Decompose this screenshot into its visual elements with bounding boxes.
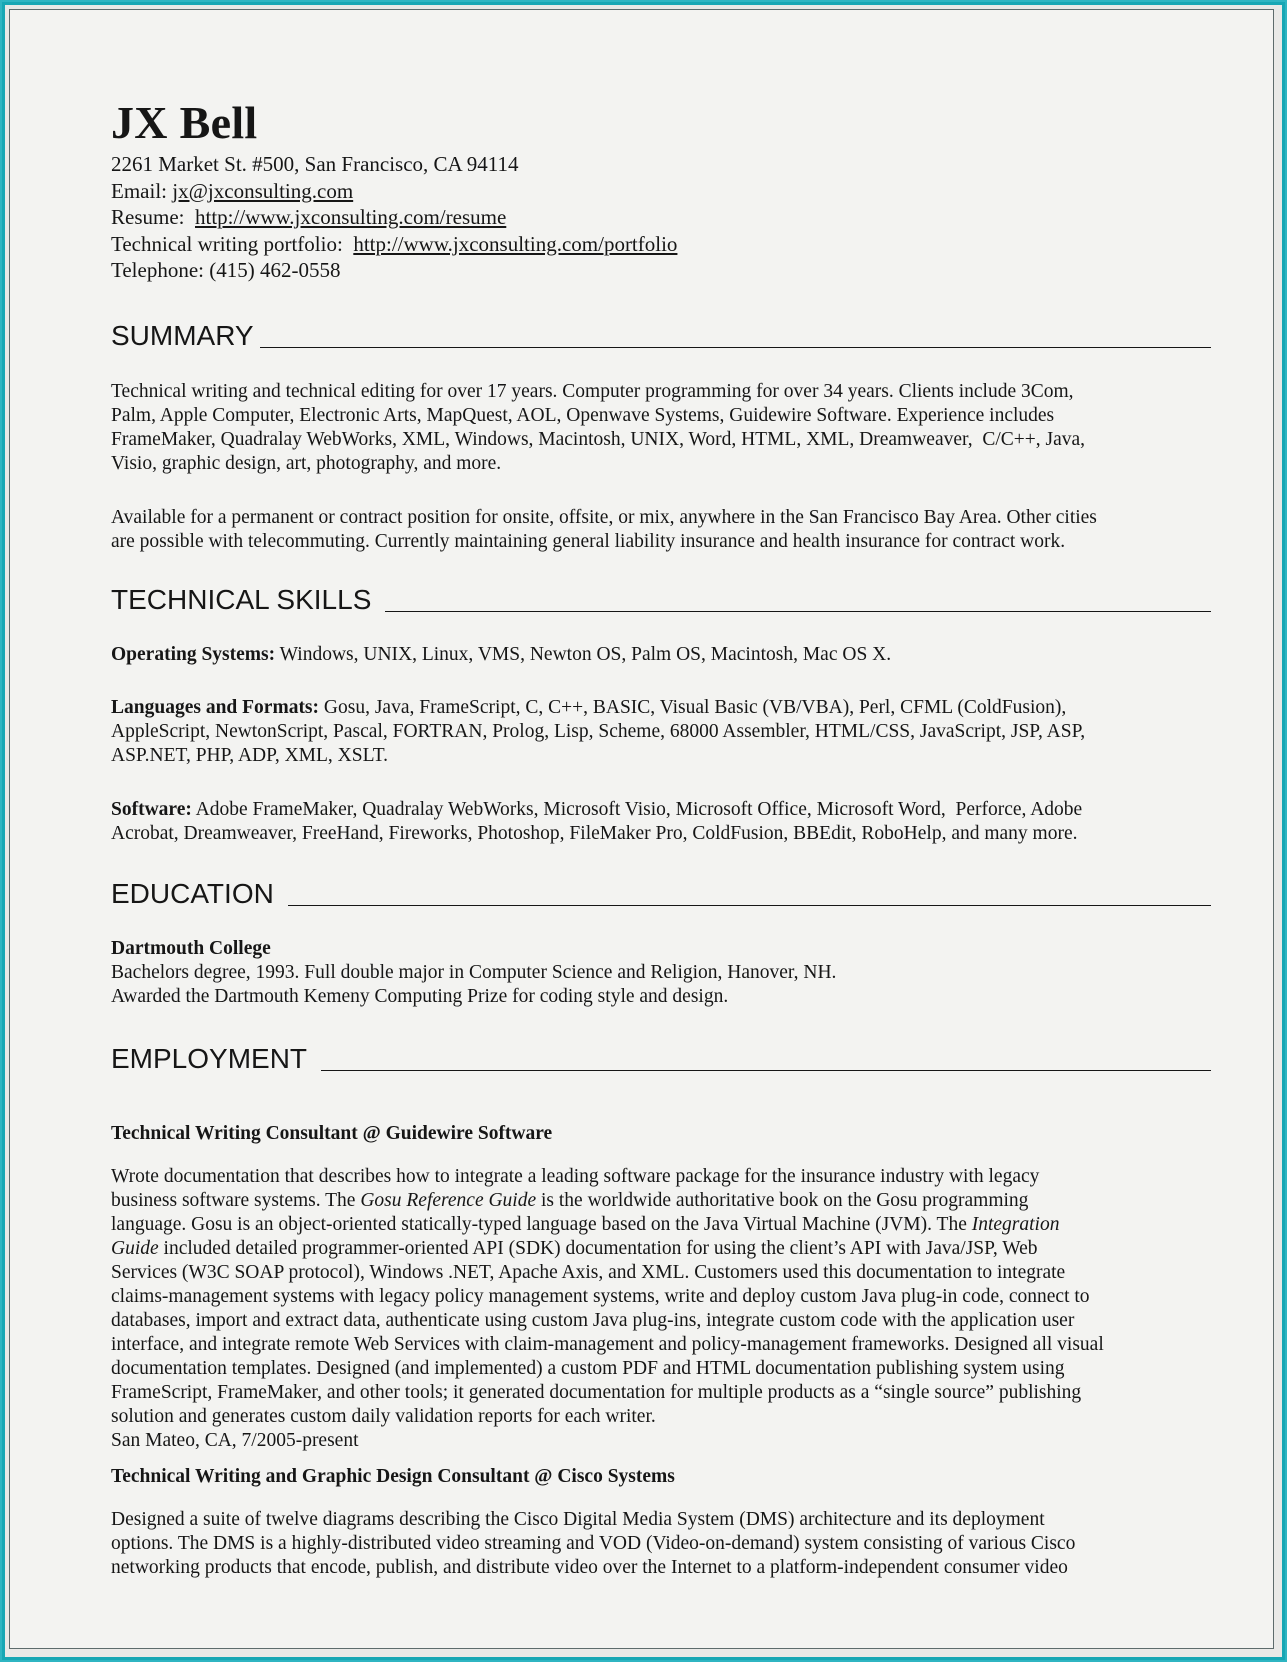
summary-heading	[111, 317, 1211, 353]
summary-line: FrameMaker, Quadralay WebWorks, XML, Windows, Macintosh, UNIX, Word, HTML, XML, Dreamweaver, C/C++, Java,	[111, 429, 1086, 450]
job-title: Technical Writing Consultant @ Guidewire Software	[111, 1122, 553, 1144]
lang-line: ASP.NET, PHP, ADP, XML, XSLT.	[111, 745, 389, 766]
resume-link[interactable]: http://www.jxconsulting.com/resume	[195, 205, 507, 229]
education-heading-text: EDUCATION	[111, 878, 274, 909]
job-location: San Mateo, CA, 7/2005-present	[111, 1430, 359, 1451]
heading-rule	[321, 1070, 1211, 1071]
summary-line: Available for a permanent or contract position for onsite, offsite, or mix, anywhere in the San Francisco Bay Area. Other cities	[111, 507, 1097, 528]
email-line	[111, 178, 1211, 205]
telephone: Telephone: (415) 462-0558	[111, 258, 341, 282]
education-section	[111, 875, 1211, 911]
software-skills	[111, 798, 1211, 846]
software-text: Adobe FrameMaker, Quadralay WebWorks, Microsoft Visio, Microsoft Office, Microsoft Word, Perforce, Adobe	[191, 799, 1083, 820]
lang-line: AppleScript, NewtonScript, Pascal, FORTRAN, Prolog, Lisp, Scheme, 68000 Assembler, HTML/CSS, JavaScript, JSP, ASP,	[111, 721, 1086, 742]
software-label: Software:	[111, 799, 192, 820]
education-heading	[111, 875, 1211, 911]
os-line	[111, 643, 1211, 667]
job-cisco	[111, 1445, 1211, 1580]
job-line: networking products that encode, publish, and distribute video over the Internet to a platform-independent consumer video	[111, 1557, 1068, 1578]
portfolio-link[interactable]: http://www.jxconsulting.com/portfolio	[353, 231, 678, 256]
software-line: Acrobat, Dreamweaver, FreeHand, Fireworks, Photoshop, FileMaker Pro, ColdFusion, BBEdit, RoboHelp, and many more.	[111, 823, 1078, 844]
employment-section	[111, 1040, 1211, 1076]
skills-heading-text: TECHNICAL SKILLS	[111, 584, 372, 615]
summary-heading-text: SUMMARY	[111, 320, 254, 351]
lang-text: Gosu, Java, FrameScript, C, C++, BASIC, Visual Basic (VB/VBA), Perl, CFML (ColdFusion),	[319, 697, 1067, 718]
job-line	[111, 1213, 1211, 1237]
book-title: Integration	[971, 1214, 1060, 1235]
contact-block	[111, 151, 1211, 284]
job-line: solution and generates custom daily validation reports for each writer.	[111, 1406, 656, 1427]
school-name: Dartmouth College	[111, 938, 271, 959]
email-label: Email:	[111, 178, 173, 203]
job-line: Designed a suite of twelve diagrams describing the Cisco Digital Media System (DMS) architecture and its deployment	[111, 1509, 1045, 1530]
heading-rule	[288, 905, 1211, 906]
portfolio-line	[111, 231, 1211, 258]
lang-label: Languages and Formats:	[111, 697, 320, 718]
job-line: options. The DMS is a highly-distributed video streaming and VOD (Video-on-demand) system consisting of various Cisco	[111, 1533, 1076, 1554]
contact-header	[111, 95, 1211, 284]
heading-rule	[260, 347, 1211, 348]
education-entry	[111, 937, 1211, 1009]
award-line: Awarded the Dartmouth Kemeny Computing Prize for coding style and design.	[111, 986, 729, 1007]
summary-paragraph-2	[111, 506, 1211, 554]
job-line: claims-management systems with legacy policy management systems, write and deploy custom Java plug-in code, connect to	[111, 1286, 1090, 1307]
job-line: databases, import and extract data, authenticate using custom Java plug-ins, integrate custom code with the application user	[111, 1310, 1075, 1331]
os-label: Operating Systems:	[111, 644, 276, 665]
portfolio-label: Technical writing portfolio:	[111, 231, 354, 256]
summary-section	[111, 317, 1211, 353]
job-text: included detailed programmer-oriented API (SDK) documentation for using the client’s API with Java/JSP, Web	[158, 1238, 1038, 1259]
skills-heading	[111, 581, 1211, 617]
job-line	[111, 1237, 1211, 1261]
summary-line: Palm, Apple Computer, Electronic Arts, MapQuest, AOL, Openwave Systems, Guidewire Software. Experience includes	[111, 405, 1055, 426]
job-line	[111, 1189, 1211, 1213]
degree-line: Bachelors degree, 1993. Full double major in Computer Science and Religion, Hanover, NH.	[111, 962, 837, 983]
job-line: documentation templates. Designed (and implemented) a custom PDF and HTML documentation publishing system using	[111, 1358, 1065, 1379]
os-text: Windows, UNIX, Linux, VMS, Newton OS, Palm OS, Macintosh, Mac OS X.	[275, 644, 892, 665]
summary-paragraph-1	[111, 380, 1211, 476]
job-text: is the worldwide authoritative book on the Gosu programming	[536, 1190, 1029, 1211]
resume-line	[111, 204, 1211, 231]
summary-line: are possible with telecommuting. Currently maintaining general liability insurance and health insurance for contract work.	[111, 531, 1066, 552]
summary-line: Visio, graphic design, art, photography, and more.	[111, 453, 502, 474]
job-title: Technical Writing and Graphic Design Consultant @ Cisco Systems	[111, 1465, 675, 1487]
job-line: FrameScript, FrameMaker, and other tools; it generated documentation for multiple products as a “single source” publishing	[111, 1382, 1082, 1403]
book-title: Gosu Reference Guide	[360, 1190, 537, 1211]
resume-label: Resume:	[111, 205, 195, 229]
address: 2261 Market St. #500, San Francisco, CA 94114	[111, 152, 519, 176]
book-title: Guide	[111, 1238, 159, 1259]
job-line: Wrote documentation that describes how to integrate a leading software package for the insurance industry with legacy	[111, 1166, 1040, 1187]
skills-section	[111, 581, 1211, 617]
heading-rule	[385, 611, 1211, 612]
summary-line: Technical writing and technical editing for over 17 years. Computer programming for over 34 years. Clients include 3Com,	[111, 381, 1074, 402]
job-line: interface, and integrate remote Web Services with claim-management and policy-management frameworks. Designed all visual	[111, 1334, 1104, 1355]
candidate-name: JX Bell	[111, 97, 258, 148]
os-skills	[111, 643, 1211, 667]
employment-heading-text: EMPLOYMENT	[111, 1043, 308, 1074]
job-text: language. Gosu is an object-oriented statically-typed language based on the Java Virtual Machine (JVM). The	[111, 1214, 972, 1235]
software-line	[111, 798, 1211, 822]
language-skills	[111, 696, 1211, 768]
lang-line	[111, 696, 1211, 720]
employment-heading	[111, 1040, 1211, 1076]
job-text: business software systems. The	[111, 1190, 361, 1211]
job-guidewire	[111, 1102, 1211, 1453]
job-line: Services (W3C SOAP protocol), Windows .NET, Apache Axis, and XML. Customers used this documentation to integrate	[111, 1262, 1066, 1283]
email-link[interactable]: jx@jxconsulting.com	[172, 178, 354, 203]
